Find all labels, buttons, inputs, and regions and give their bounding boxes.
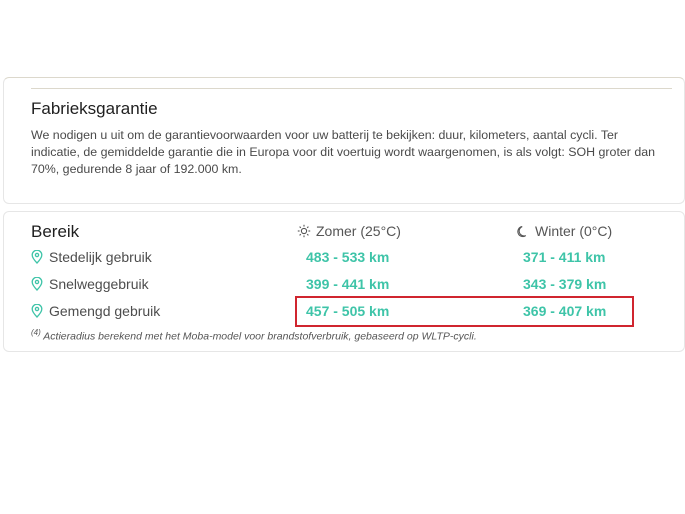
row-label: Stedelijk gebruik	[49, 249, 152, 265]
summer-value: 399 - 441 km	[306, 276, 390, 292]
summer-header	[297, 223, 401, 239]
sun-icon	[297, 224, 311, 238]
summer-value: 457 - 505 km	[306, 303, 390, 319]
summer-label: Zomer (25°C)	[316, 223, 401, 239]
range-row-highway	[31, 274, 671, 296]
range-title: Bereik	[31, 222, 80, 241]
warranty-card	[3, 77, 685, 204]
winter-value: 371 - 411 km	[523, 249, 606, 265]
row-label: Snelweggebruik	[49, 276, 149, 292]
location-pin-icon	[31, 250, 43, 264]
highlight-box	[295, 296, 634, 327]
winter-value: 343 - 379 km	[523, 276, 607, 292]
moon-icon	[517, 225, 530, 238]
range-card	[3, 211, 685, 352]
range-footnote	[31, 328, 477, 343]
footnote-text: Actieradius berekend met het Moba-model voor brandstofverbruik, gebaseerd op WLTP-cycli.	[40, 330, 477, 343]
row-label: Gemengd gebruik	[49, 303, 161, 319]
warranty-description: We nodigen u uit om de garantievoorwaarden voor uw batterij te bekijken: duur, kilometers, aantal cycli. Ter indicatie, de gemiddelde garantie die in Europa voor dit voertuig wordt waargenomen, is als volgt: SOH groter dan 70%, gedurende 8 jaar of 192.000 km.	[31, 128, 656, 176]
footnote-marker: (4)	[31, 328, 41, 337]
winter-label: Winter (0°C)	[535, 223, 613, 239]
location-pin-icon	[31, 277, 43, 291]
location-pin-icon	[31, 304, 43, 318]
warranty-title: Fabrieksgarantie	[31, 99, 158, 118]
summer-value: 483 - 533 km	[306, 249, 390, 265]
range-row-urban	[31, 247, 671, 269]
winter-header	[517, 223, 612, 239]
winter-value: 369 - 407 km	[523, 303, 607, 319]
divider	[31, 88, 672, 89]
